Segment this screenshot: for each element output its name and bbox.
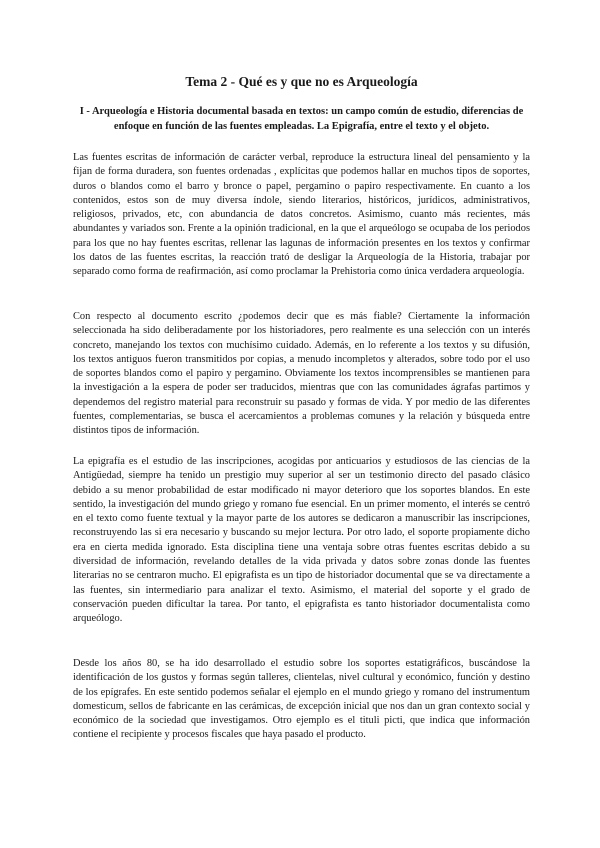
page-title: Tema 2 - Qué es y que no es Arqueología xyxy=(185,74,418,89)
section-subtitle: I - Arqueología e Historia documental basada en textos: un campo común de estudio, diferencias de enfoque en función de las fuentes empleadas. La Epigrafía, entre el texto y el objeto. xyxy=(79,106,524,132)
paragraph-document-reliability: Con respecto al documento escrito ¿podemos decir que es más fiable? Ciertamente la información seleccionada ha sido deliberadamente por los historiadores, pero realmente es una selección con un interés concreto, manejando los textos con muchísimo cuidado. Además, en lo referente a los textos y su difusión, los textos antiguos fueron transmitidos por copias, a menudo incompletos y alterados, sobre todo por el uso de soportes blandos como el papiro y pergamino. Obviamente los textos incomprensibles se mantienen para la investigación a la espera de poder ser traducidos, mientras que con las comunidades ágrafas partimos y dependemos del registro material para reconstruir su pasado y formas de vida. Y por medio de las diferentes fuentes, complementarias, se busca el acercamientos a problemas comunes y la relación y búsqueda entre distintos tipos de información. xyxy=(73,311,530,437)
paragraph-epigraphy: La epigrafía es el estudio de las inscripciones, acogidas por anticuarios y estudiosos de las ciencias de la Antigüedad, siempre ha tenido un prestigio muy superior al ser un testimonio directo del pasado clásico debido a su menor probabilidad de estar modificado ni mayor deterioro que los soportes blandos. En este sentido, la investigación del mundo griego y romano fue esencial. En un primer momento, el interés se centró en el texto como fuente textual y la mayor parte de los autores se dedicaron a manuscribir las inscripciones, reconstruyendo las si era necesario y buscando su mejor lectura. Por otro lado, el soporte propiamente dicho era en cierta medida ignorado. Esta disciplina tiene una ventaja sobre otras fuentes escritas debido a su diversidad de información, revelando detalles de la vida privada y datos sobre zonas donde las fuentes literarias no se centraron mucho. El epigrafista es un tipo de historiador documental que se va directamente a las fuentes, sin intermediario para analizar el texto. Asimismo, el material del soporte y el grado de conservación pueden dificultar la tarea. Por tanto, el epigrafista es tanto historiador documentalista como arqueólogo. xyxy=(73,456,530,625)
paragraph-written-sources: Las fuentes escritas de información de carácter verbal, reproduce la estructura lineal del pensamiento y la fijan de forma duradera, son fuentes ordenadas , explícitas que podemos hallar en muchos tipos de soportes, duros o blandos como el barro y bronce o papel, pergamino o papiro respectivamente. En cuanto a los contenidos, estos son de muy diversa índole, siendo literarios, históricos, jurídicos, administrativos, religiosos, privados, etc, con abundancia de datos concretos. Asimismo, cuanto más recientes, más abundantes y variados son. Frente a la opinión tradicional, en la que el arqueólogo se ocupaba de los periodos para los que no hay fuentes escritas, rellenar las lagunas de información presentes en los textos y confirmar los datos de las fuentes escritas, la reacción trató de desligar la Arqueología de la Historia, trabajar por separado como forma de reafirmación, así como proclamar la Prehistoria como única verdadera arqueología. xyxy=(73,152,530,278)
paragraph-supports-study: Desde los años 80, se ha ido desarrollado el estudio sobre los soportes estatigráficos, buscándose la identificación de los gustos y formas según talleres, clientelas, nivel cultural y económico, función y destino de los epígrafes. En este sentido podemos señalar el ejemplo en el mundo griego y romano del instrumentum domesticum, sellos de fabricante en las cerámicas, de excepción inicial que nos dan un gran contexto social y económico de la sociedad que investigamos. Otro ejemplo es el tituli picti, que indica que información contiene el recipiente y procesos fiscales que haya pasado el producto. xyxy=(73,658,530,741)
